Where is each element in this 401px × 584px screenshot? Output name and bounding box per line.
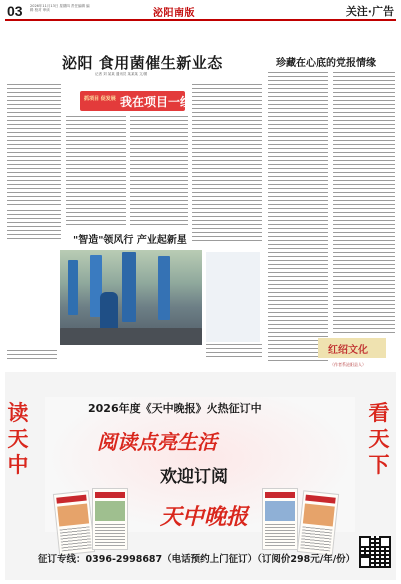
ad-left-vertical: 读天中 [7, 400, 29, 477]
right-article-title: 珍藏在心底的党报情缘 [276, 58, 376, 69]
section-title: 关注·广告 [345, 5, 394, 18]
stamp-text: 红绍文化 [328, 345, 368, 356]
article-body-col1-bottom [7, 210, 61, 240]
newspaper-logo: 泌阳南版 [153, 8, 195, 19]
article-body-bottom-left [7, 350, 57, 362]
factory-photo [60, 250, 202, 345]
page-number: 03 [7, 3, 23, 19]
ad-slogan: 阅读点亮生活 [97, 430, 217, 454]
worker-figure [100, 292, 118, 332]
issue-meta: 2026年11月13日 星期四 责任编辑 编辑 校对 审读 [30, 4, 90, 13]
article-headline: 泌阳 食用菌催生新业态 [62, 54, 223, 72]
newspaper-sample-4 [297, 490, 339, 555]
ad-subtitle: 欢迎订阅 [160, 467, 228, 487]
drill-machine-3 [122, 252, 136, 322]
author-note: （作者系泌阳县人） [330, 362, 366, 367]
ad-title: 2026年度《天中晚报》火热征订中 [88, 402, 262, 415]
newspaper-sample-1 [53, 490, 95, 555]
drill-machine-1 [68, 260, 78, 315]
ad-logo: 天中晚报 [160, 504, 249, 530]
drill-machine-4 [158, 256, 170, 320]
banner-large-text: 我在项目一线 [120, 95, 193, 109]
article-body-col2 [66, 116, 126, 226]
right-article-col1 [268, 72, 328, 362]
photo-caption [206, 252, 260, 342]
ad-phone-line: 征订专线：0396-2998687（电话预约上门征订）（订阅价298元/年/份） [38, 554, 356, 565]
floor [60, 328, 202, 345]
stamp-decoration [318, 338, 386, 358]
newspaper-sample-3 [262, 488, 298, 550]
newspaper-sample-2 [92, 488, 128, 550]
article-body-col3 [130, 116, 188, 226]
article-body-col1-top [7, 84, 61, 206]
article-body-col4 [192, 84, 262, 242]
article-body-bottom-mid [206, 344, 262, 360]
article-byline: 记者 刘 某某 通讯员 某某某 文/图 [95, 72, 148, 76]
project-banner [80, 91, 193, 111]
ad-right-vertical: 看天下 [368, 400, 390, 477]
right-article-col2 [333, 72, 395, 334]
header-rule [5, 19, 396, 21]
article-subhead: "智造"领风行 产业起新星 [73, 235, 187, 246]
banner-small-text: 抓项目 促发展 [84, 96, 116, 102]
qr-code [359, 536, 391, 568]
